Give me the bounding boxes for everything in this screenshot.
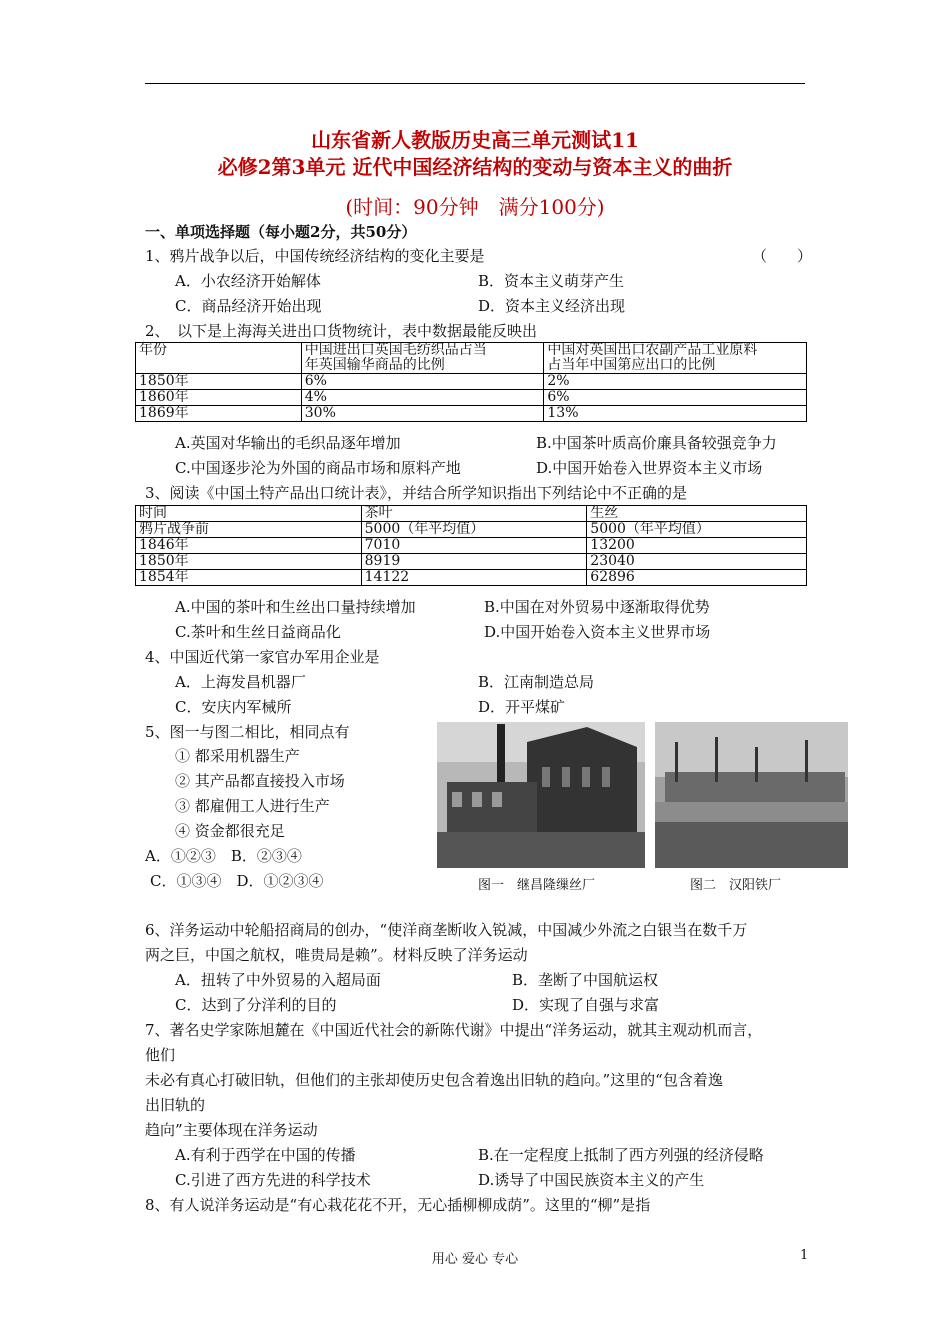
table-row — [136, 570, 807, 586]
q6-option-d: D．实现了自强与求富 — [512, 996, 660, 1014]
q7-stem-line4: 出旧轨的 — [145, 1096, 206, 1114]
q4-stem: 4、中国近代第一家官办军用企业是 — [145, 648, 380, 666]
q2-stem: 2、 以下是上海海关进出口货物统计，表中数据最能反映出 — [145, 322, 538, 340]
q5-item: ④ 资金都很充足 — [175, 822, 285, 840]
q6-option-c: C．达到了分洋利的目的 — [175, 996, 337, 1014]
table-cell: 5000（年平均值） — [361, 522, 587, 538]
header-rule — [145, 83, 805, 84]
table-cell: 5000（年平均值） — [587, 522, 807, 538]
q1-option-d: D．资本主义经济出现 — [478, 297, 626, 315]
table-header-cell: 生丝 — [587, 506, 807, 522]
table-cell: 1869年 — [136, 406, 302, 422]
q3-option-b: B.中国在对外贸易中逐渐取得优势 — [484, 598, 710, 616]
q5-options-cd: C．①③④ D．①②③④ — [150, 872, 324, 890]
q8-stem: 8、有人说洋务运动是“有心栽花花不开，无心插柳柳成荫”。这里的“柳”是指 — [145, 1196, 651, 1214]
table-cell: 7010 — [361, 538, 587, 554]
q7-option-a: A.有利于西学在中国的传播 — [175, 1146, 356, 1164]
table-cell: 13200 — [587, 538, 807, 554]
figure2-caption: 图二 汉阳铁厂 — [690, 878, 782, 893]
table-cell: 23040 — [587, 554, 807, 570]
table-row — [136, 390, 807, 406]
table-cell: 62896 — [587, 570, 807, 586]
table-row — [136, 522, 807, 538]
q7-stem-line1: 7、著名史学家陈旭麓在《中国近代社会的新陈代谢》中提出“洋务运动，就其主观动机而言， — [145, 1021, 763, 1039]
table-row — [136, 538, 807, 554]
factory-illustration — [437, 722, 645, 868]
q1-option-c: C．商品经济开始出现 — [175, 297, 322, 315]
table-cell: 1850年 — [136, 554, 362, 570]
q4-option-a: A．上海发昌机器厂 — [175, 673, 306, 691]
q1-answer-bracket: （ ） — [752, 247, 813, 265]
table-cell: 4% — [301, 390, 544, 406]
q3-option-d: D.中国开始卷入资本主义世界市场 — [484, 623, 711, 641]
q7-stem-line2: 他们 — [145, 1046, 176, 1064]
q6-stem-line2: 两之巨，中国之航权，唯贵局是赖”。材料反映了洋务运动 — [145, 946, 528, 964]
table-cell: 2% — [544, 374, 807, 390]
q4-option-d: D．开平煤矿 — [478, 698, 566, 716]
q5-item: ② 其产品都直接投入市场 — [175, 772, 345, 790]
q1-stem: 1、鸦片战争以后，中国传统经济结构的变化主要是 — [145, 247, 485, 265]
table-row — [136, 374, 807, 390]
q1-option-b: B．资本主义萌芽产生 — [478, 272, 625, 290]
q5-item: ① 都采用机器生产 — [175, 747, 300, 765]
q4-option-c: C．安庆内军械所 — [175, 698, 292, 716]
time-score-line: (时间：90分钟 满分100分) — [345, 195, 605, 219]
table-cell: 1854年 — [136, 570, 362, 586]
table-cell: 30% — [301, 406, 544, 422]
table-cell: 鸦片战争前 — [136, 522, 362, 538]
q3-stem: 3、阅读《中国土特产品出口统计表》，并结合所学知识指出下列结论中不正确的是 — [145, 484, 688, 502]
q2-option-b: B.中国茶叶质高价廉具备较强竞争力 — [536, 434, 777, 452]
table-header-row — [136, 343, 807, 374]
section-heading: 一、单项选择题（每小题2分，共50分） — [145, 223, 417, 241]
figure1-photo — [437, 722, 645, 868]
q7-stem-line5: 趋向”主要体现在洋务运动 — [145, 1121, 318, 1139]
q7-stem-line3: 未必有真心打破旧轨，但他们的主张却使历史包含着逸出旧轨的趋向。”这里的“包含着逸 — [145, 1071, 723, 1089]
q7-option-b: B.在一定程度上抵制了西方列强的经济侵略 — [478, 1146, 764, 1164]
table-header-cell: 茶叶 — [361, 506, 587, 522]
q3-table — [135, 505, 807, 586]
table-header-cell: 中国进出口英国毛纺织品占当 年英国输华商品的比例 — [301, 343, 544, 374]
table-cell: 6% — [301, 374, 544, 390]
q2-option-a: A.英国对华输出的毛织品逐年增加 — [175, 434, 401, 452]
q7-option-d: D.诱导了中国民族资本主义的产生 — [478, 1171, 705, 1189]
figure1-caption: 图一 继昌隆缫丝厂 — [478, 878, 596, 893]
table-header-cell: 时间 — [136, 506, 362, 522]
q4-option-b: B．江南制造总局 — [478, 673, 595, 691]
q5-stem: 5、图一与图二相比，相同点有 — [145, 723, 350, 741]
table-cell: 1846年 — [136, 538, 362, 554]
ironworks-illustration — [655, 722, 848, 868]
footer-motto: 用心 爱心 专心 — [431, 1252, 519, 1267]
q2-table — [135, 342, 807, 422]
table-row — [136, 406, 807, 422]
q3-option-a: A.中国的茶叶和生丝出口量持续增加 — [175, 598, 416, 616]
q2-option-c: C.中国逐步沦为外国的商品市场和原料产地 — [175, 459, 461, 477]
q5-item: ③ 都雇佣工人进行生产 — [175, 797, 330, 815]
q6-option-b: B．垄断了中国航运权 — [512, 971, 659, 989]
q3-option-c: C.茶叶和生丝日益商品化 — [175, 623, 341, 641]
q2-option-d: D.中国开始卷入世界资本主义市场 — [536, 459, 763, 477]
table-header-cell: 年份 — [136, 343, 302, 374]
page-number: 1 — [800, 1248, 809, 1263]
q7-option-c: C.引进了西方先进的科学技术 — [175, 1171, 371, 1189]
q6-stem-line1: 6、洋务运动中轮船招商局的创办，“使洋商垄断收入锐减，中国减少外流之白银当在数千万 — [145, 921, 748, 939]
table-header-cell: 中国对英国出口农副产品工业原料 占当年中国第应出口的比例 — [544, 343, 807, 374]
table-cell: 1850年 — [136, 374, 302, 390]
table-cell: 14122 — [361, 570, 587, 586]
doc-subtitle-unit: 必修2第3单元 近代中国经济结构的变动与资本主义的曲折 — [217, 155, 733, 179]
table-cell: 1860年 — [136, 390, 302, 406]
table-cell: 8919 — [361, 554, 587, 570]
figure2-photo — [655, 722, 848, 868]
table-cell: 13% — [544, 406, 807, 422]
table-header-row — [136, 506, 807, 522]
q5-options-ab: A．①②③ B．②③④ — [145, 847, 302, 865]
q1-option-a: A．小农经济开始解体 — [175, 272, 321, 290]
doc-title: 山东省新人教版历史高三单元测试11 — [311, 128, 639, 152]
q6-option-a: A．扭转了中外贸易的入超局面 — [175, 971, 381, 989]
table-row — [136, 554, 807, 570]
table-cell: 6% — [544, 390, 807, 406]
